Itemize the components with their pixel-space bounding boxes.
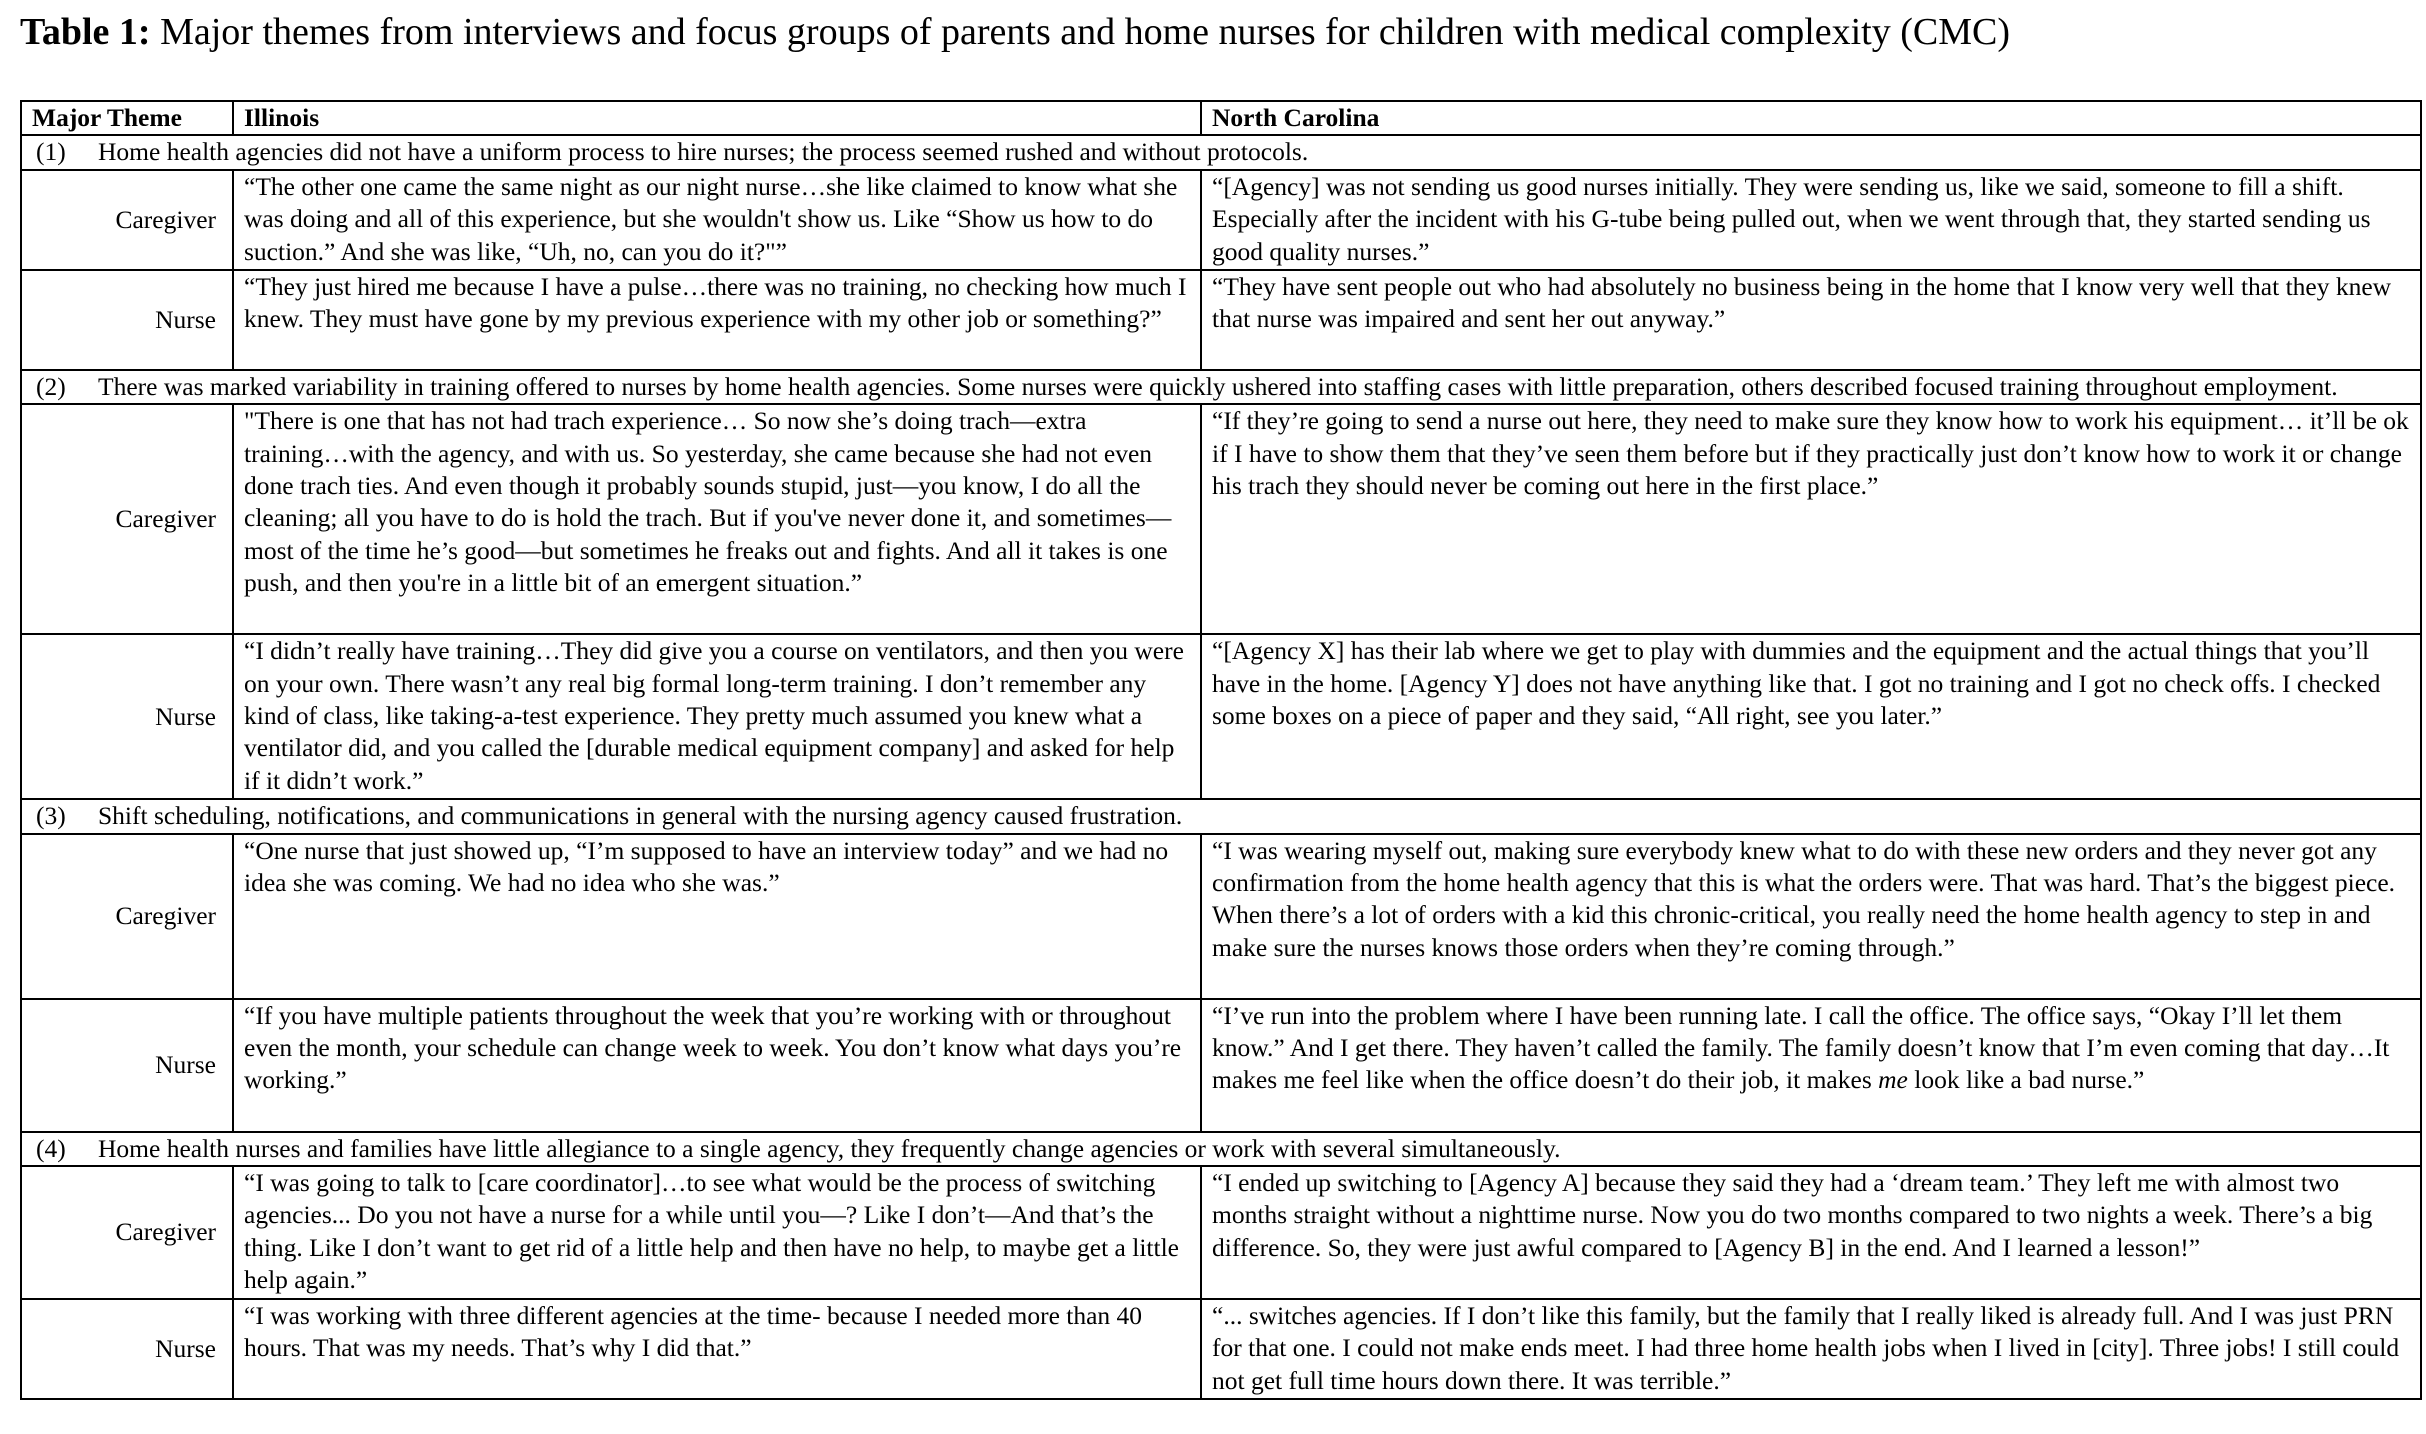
theme-cell-4 bbox=[21, 1132, 2421, 1166]
illinois-quote: “One nurse that just showed up, “I’m supposed to have an interview today” and we had no idea she was coming. We had no idea who she was.” bbox=[233, 834, 1201, 999]
table-row bbox=[21, 999, 2421, 1132]
north-carolina-quote: “I ended up switching to [Agency A] because they said they had a ‘dream team.’ They left me with almost two months straight without a nighttime nurse. Now you do two months compared to two nights a week. There’s a big difference. So, they were just awful compared to [Agency B] in the end. And I learned a lesson!” bbox=[1201, 1166, 2421, 1299]
table-row bbox=[21, 404, 2421, 634]
illinois-quote: “I was going to talk to [care coordinator]…to see what would be the process of switching agencies... Do you not have a nurse for a while until you—? Like I don’t—And that’s the thing. Like I don’t want to get rid of a little help and then have no help, to maybe get a little help again.” bbox=[233, 1166, 1201, 1299]
north-carolina-quote: “... switches agencies. If I don’t like this family, but the family that I really liked is already full. And I was just PRN for that one. I could not make ends meet. I had three home health jobs when I lived in [city]. Three jobs! I still could not get full time hours down there. It was terrible.” bbox=[1201, 1299, 2421, 1399]
table-header-row bbox=[21, 101, 2421, 135]
role-label: Caregiver bbox=[21, 1166, 233, 1299]
role-label: Nurse bbox=[21, 634, 233, 799]
north-carolina-quote: “I was wearing myself out, making sure everybody knew what to do with these new orders and they never got any confirmation from the home health agency that this is what the orders were. That was hard. That’s the biggest piece. When there’s a lot of orders with a kid this chronic-critical, you really need the home health agency to step in and make sure the nurses knows those orders when they’re coming through.” bbox=[1201, 834, 2421, 999]
theme-cell-1 bbox=[21, 135, 2421, 169]
role-label: Caregiver bbox=[21, 170, 233, 270]
role-label: Caregiver bbox=[21, 404, 233, 634]
north-carolina-quote: “If they’re going to send a nurse out here, they need to make sure they know how to work his equipment… it’ll be ok if I have to show them that they’ve seen them before but if they practically just don’t know how to work it or change his trach they should never be coming out here in the first place.” bbox=[1201, 404, 2421, 634]
theme-row-3 bbox=[21, 799, 2421, 833]
theme-number: (4) bbox=[36, 1133, 66, 1163]
north-carolina-quote: “They have sent people out who had absolutely no business being in the home that I know very well that they knew that nurse was impaired and sent her out anyway.” bbox=[1201, 270, 2421, 370]
north-carolina-quote bbox=[1201, 999, 2421, 1132]
theme-cell-3 bbox=[21, 799, 2421, 833]
theme-text: Shift scheduling, notifications, and communications in general with the nursing agency caused frustration. bbox=[98, 801, 1183, 831]
illinois-quote: “I didn’t really have training…They did give you a course on ventilators, and then you were on your own. There wasn’t any real big formal long-term training. I don’t remember any kind of class, like taking-a-test experience. They pretty much assumed you knew what a ventilator did, and you called the [durable medical equipment company] and asked for help if it didn’t work.” bbox=[233, 634, 1201, 799]
table-caption bbox=[20, 6, 2420, 58]
theme-row-1 bbox=[21, 135, 2421, 169]
themes-table bbox=[20, 100, 2422, 1400]
north-carolina-quote: “[Agency X] has their lab where we get to play with dummies and the equipment and the actual things that you’ll have in the home. [Agency Y] does not have anything like that. I got no training and I got no check offs. I checked some boxes on a piece of paper and they said, “All right, see you later.” bbox=[1201, 634, 2421, 799]
theme-text: Home health nurses and families have little allegiance to a single agency, they frequently change agencies or work with several simultaneously. bbox=[98, 1133, 1561, 1163]
role-label: Nurse bbox=[21, 999, 233, 1132]
illinois-quote: “If you have multiple patients throughout the week that you’re working with or throughout even the month, your schedule can change week to week. You don’t know what days you’re working.” bbox=[233, 999, 1201, 1132]
role-label: Nurse bbox=[21, 1299, 233, 1399]
theme-number: (3) bbox=[36, 801, 66, 831]
theme-number: (1) bbox=[36, 137, 66, 167]
caption-text: Major themes from interviews and focus groups of parents and home nurses for children with medical complexity (CMC) bbox=[150, 11, 2011, 53]
header-illinois: Illinois bbox=[233, 101, 1201, 135]
illinois-quote: “The other one came the same night as our night nurse…she like claimed to know what she was doing and all of this experience, but she wouldn't show us. Like “Show us how to do suction.” And she was like, “Uh, no, can you do it?"” bbox=[233, 170, 1201, 270]
header-major-theme: Major Theme bbox=[21, 101, 233, 135]
theme-cell-2 bbox=[21, 370, 2421, 404]
table-row bbox=[21, 270, 2421, 370]
role-label: Caregiver bbox=[21, 834, 233, 999]
table-row bbox=[21, 1299, 2421, 1399]
table-row bbox=[21, 1166, 2421, 1299]
theme-row-4 bbox=[21, 1132, 2421, 1166]
north-carolina-quote: “[Agency] was not sending us good nurses initially. They were sending us, like we said, someone to fill a shift. Especially after the incident with his G-tube being pulled out, when we went through that, they started sending us good quality nurses.” bbox=[1201, 170, 2421, 270]
table-row bbox=[21, 634, 2421, 799]
illinois-quote: "There is one that has not had trach experience… So now she’s doing trach—extra training…with the agency, and with us. So yesterday, she came because she had not even done trach ties. And even though it probably sounds stupid, just—you know, I do all the cleaning; all you have to do is hold the trach. But if you've never done it, and sometimes—most of the time he’s good—but sometimes he freaks out and fights. And all it takes is one push, and then you're in a little bit of an emergent situation.” bbox=[233, 404, 1201, 634]
caption-label: Table 1: bbox=[20, 11, 151, 53]
theme-text: Home health agencies did not have a uniform process to hire nurses; the process seemed rushed and without protocols. bbox=[98, 137, 1309, 167]
quote-text-start: “I’ve run into the problem where I have been running late. I call the office. The office says, “Okay I’ll let them know.” And I get there. They haven’t called the family. The family doesn’t know that I’m even coming that day…It makes me feel like when the office doesn’t do their job, it makes bbox=[1212, 1000, 2390, 1095]
table-row bbox=[21, 834, 2421, 999]
theme-row-2 bbox=[21, 370, 2421, 404]
quote-text-end: look like a bad nurse.” bbox=[1907, 1065, 2145, 1095]
theme-text: There was marked variability in training offered to nurses by home health agencies. Some nurses were quickly ushered into staffing cases with little preparation, others described focused training throughout employment. bbox=[98, 371, 2338, 401]
emphasized-word: me bbox=[1878, 1065, 1908, 1095]
illinois-quote: “I was working with three different agencies at the time- because I needed more than 40 hours. That was my needs. That’s why I did that.” bbox=[233, 1299, 1201, 1399]
role-label: Nurse bbox=[21, 270, 233, 370]
table-row bbox=[21, 170, 2421, 270]
theme-number: (2) bbox=[36, 371, 66, 401]
illinois-quote: “They just hired me because I have a pulse…there was no training, no checking how much I knew. They must have gone by my previous experience with my other job or something?” bbox=[233, 270, 1201, 370]
header-north-carolina: North Carolina bbox=[1201, 101, 2421, 135]
